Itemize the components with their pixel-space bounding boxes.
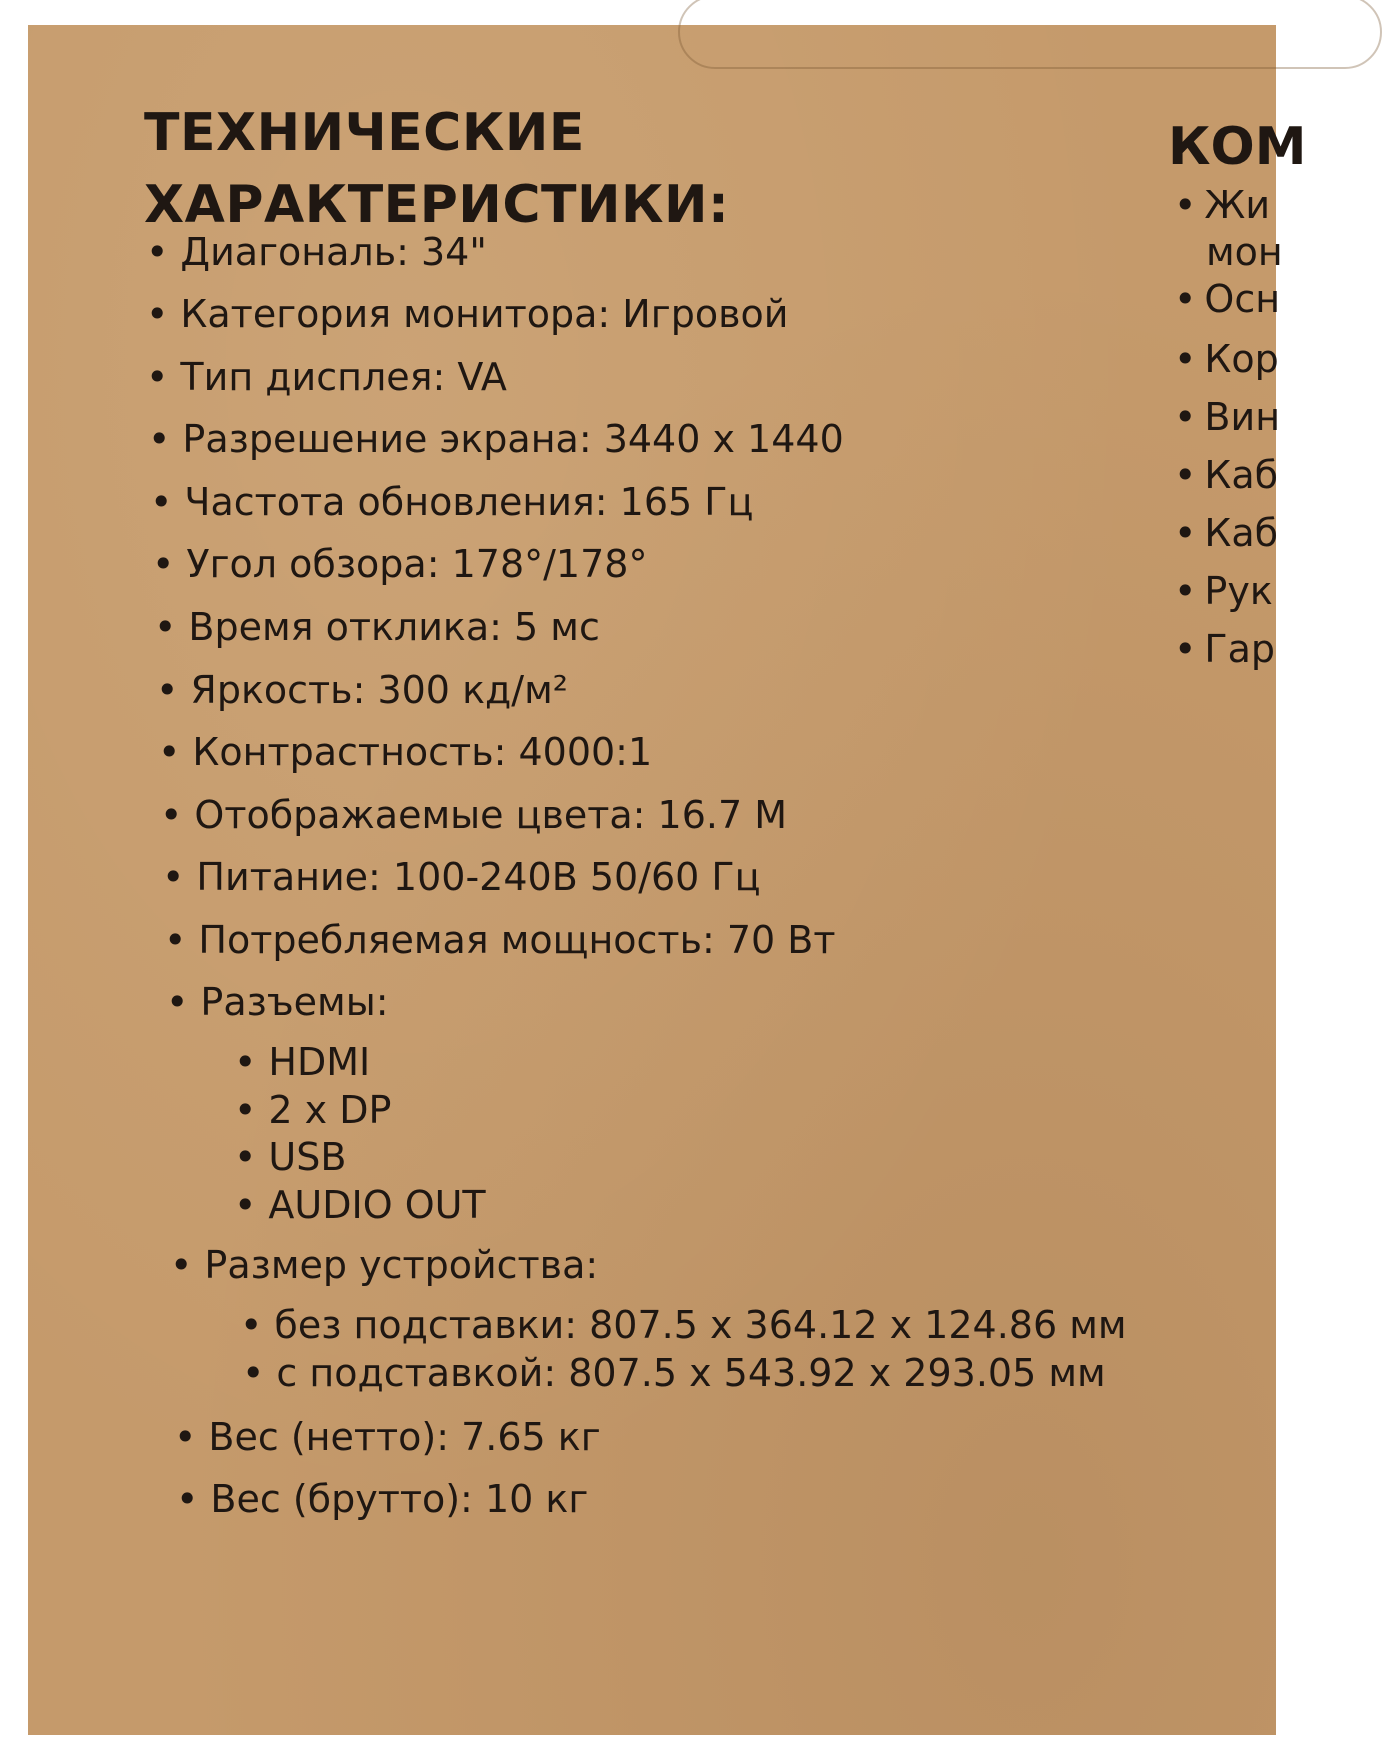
package-item: • Осн: [1174, 277, 1280, 321]
package-item: • Каб: [1174, 453, 1278, 497]
package-item: • Каб: [1174, 511, 1278, 555]
package-item: • Гар: [1174, 627, 1275, 671]
size-item: • с подставкой: 807.5 x 543.92 x 293.05 мм: [242, 1351, 1106, 1395]
specs-heading-line1: ТЕХНИЧЕСКИЕ: [144, 103, 585, 163]
spec-power-consumption: • Потребляемая мощность: 70 Вт: [164, 918, 835, 962]
package-heading-cropped: КОМ: [1168, 117, 1307, 177]
connector-item: • AUDIO OUT: [234, 1183, 486, 1227]
spec-refresh-rate: • Частота обновления: 165 Гц: [150, 480, 753, 524]
spec-response-time: • Время отклика: 5 мс: [154, 605, 600, 649]
spec-weight-net: • Вес (нетто): 7.65 кг: [174, 1415, 601, 1459]
spec-display-type: • Тип дисплея: VA: [146, 355, 507, 399]
spec-resolution: • Разрешение экрана: 3440 x 1440: [148, 417, 844, 461]
specs-heading: [144, 97, 729, 241]
cardboard-box-photo: [28, 25, 1307, 1735]
spec-brightness: • Яркость: 300 кд/м²: [156, 668, 568, 712]
size-item: • без подставки: 807.5 x 364.12 x 124.86 мм: [240, 1303, 1127, 1347]
spec-category: • Категория монитора: Игровой: [146, 292, 788, 336]
spec-colors: • Отображаемые цвета: 16.7 M: [160, 793, 787, 837]
package-item: • Рук: [1174, 569, 1273, 613]
connector-item: • 2 x DP: [234, 1088, 391, 1132]
package-item: • Жи: [1174, 183, 1270, 227]
specs-heading-line2: ХАРАКТЕРИСТИКИ:: [144, 175, 730, 235]
spec-viewing-angle: • Угол обзора: 178°/178°: [152, 542, 647, 586]
box-flap-edge: [678, 0, 1382, 69]
connector-item: • USB: [234, 1135, 346, 1179]
package-item-continuation: мон: [1206, 230, 1283, 274]
package-item: • Вин: [1174, 395, 1280, 439]
spec-power: • Питание: 100-240В 50/60 Гц: [162, 855, 760, 899]
spec-diagonal: • Диагональ: 34": [146, 230, 487, 274]
connector-item: • HDMI: [234, 1040, 370, 1084]
spec-contrast: • Контрастность: 4000:1: [158, 730, 652, 774]
package-item: • Кор: [1174, 337, 1279, 381]
spec-weight-gross: • Вес (брутто): 10 кг: [176, 1477, 588, 1521]
spec-size-label: • Размер устройства:: [170, 1243, 598, 1287]
spec-connectors-label: • Разъемы:: [166, 980, 389, 1024]
